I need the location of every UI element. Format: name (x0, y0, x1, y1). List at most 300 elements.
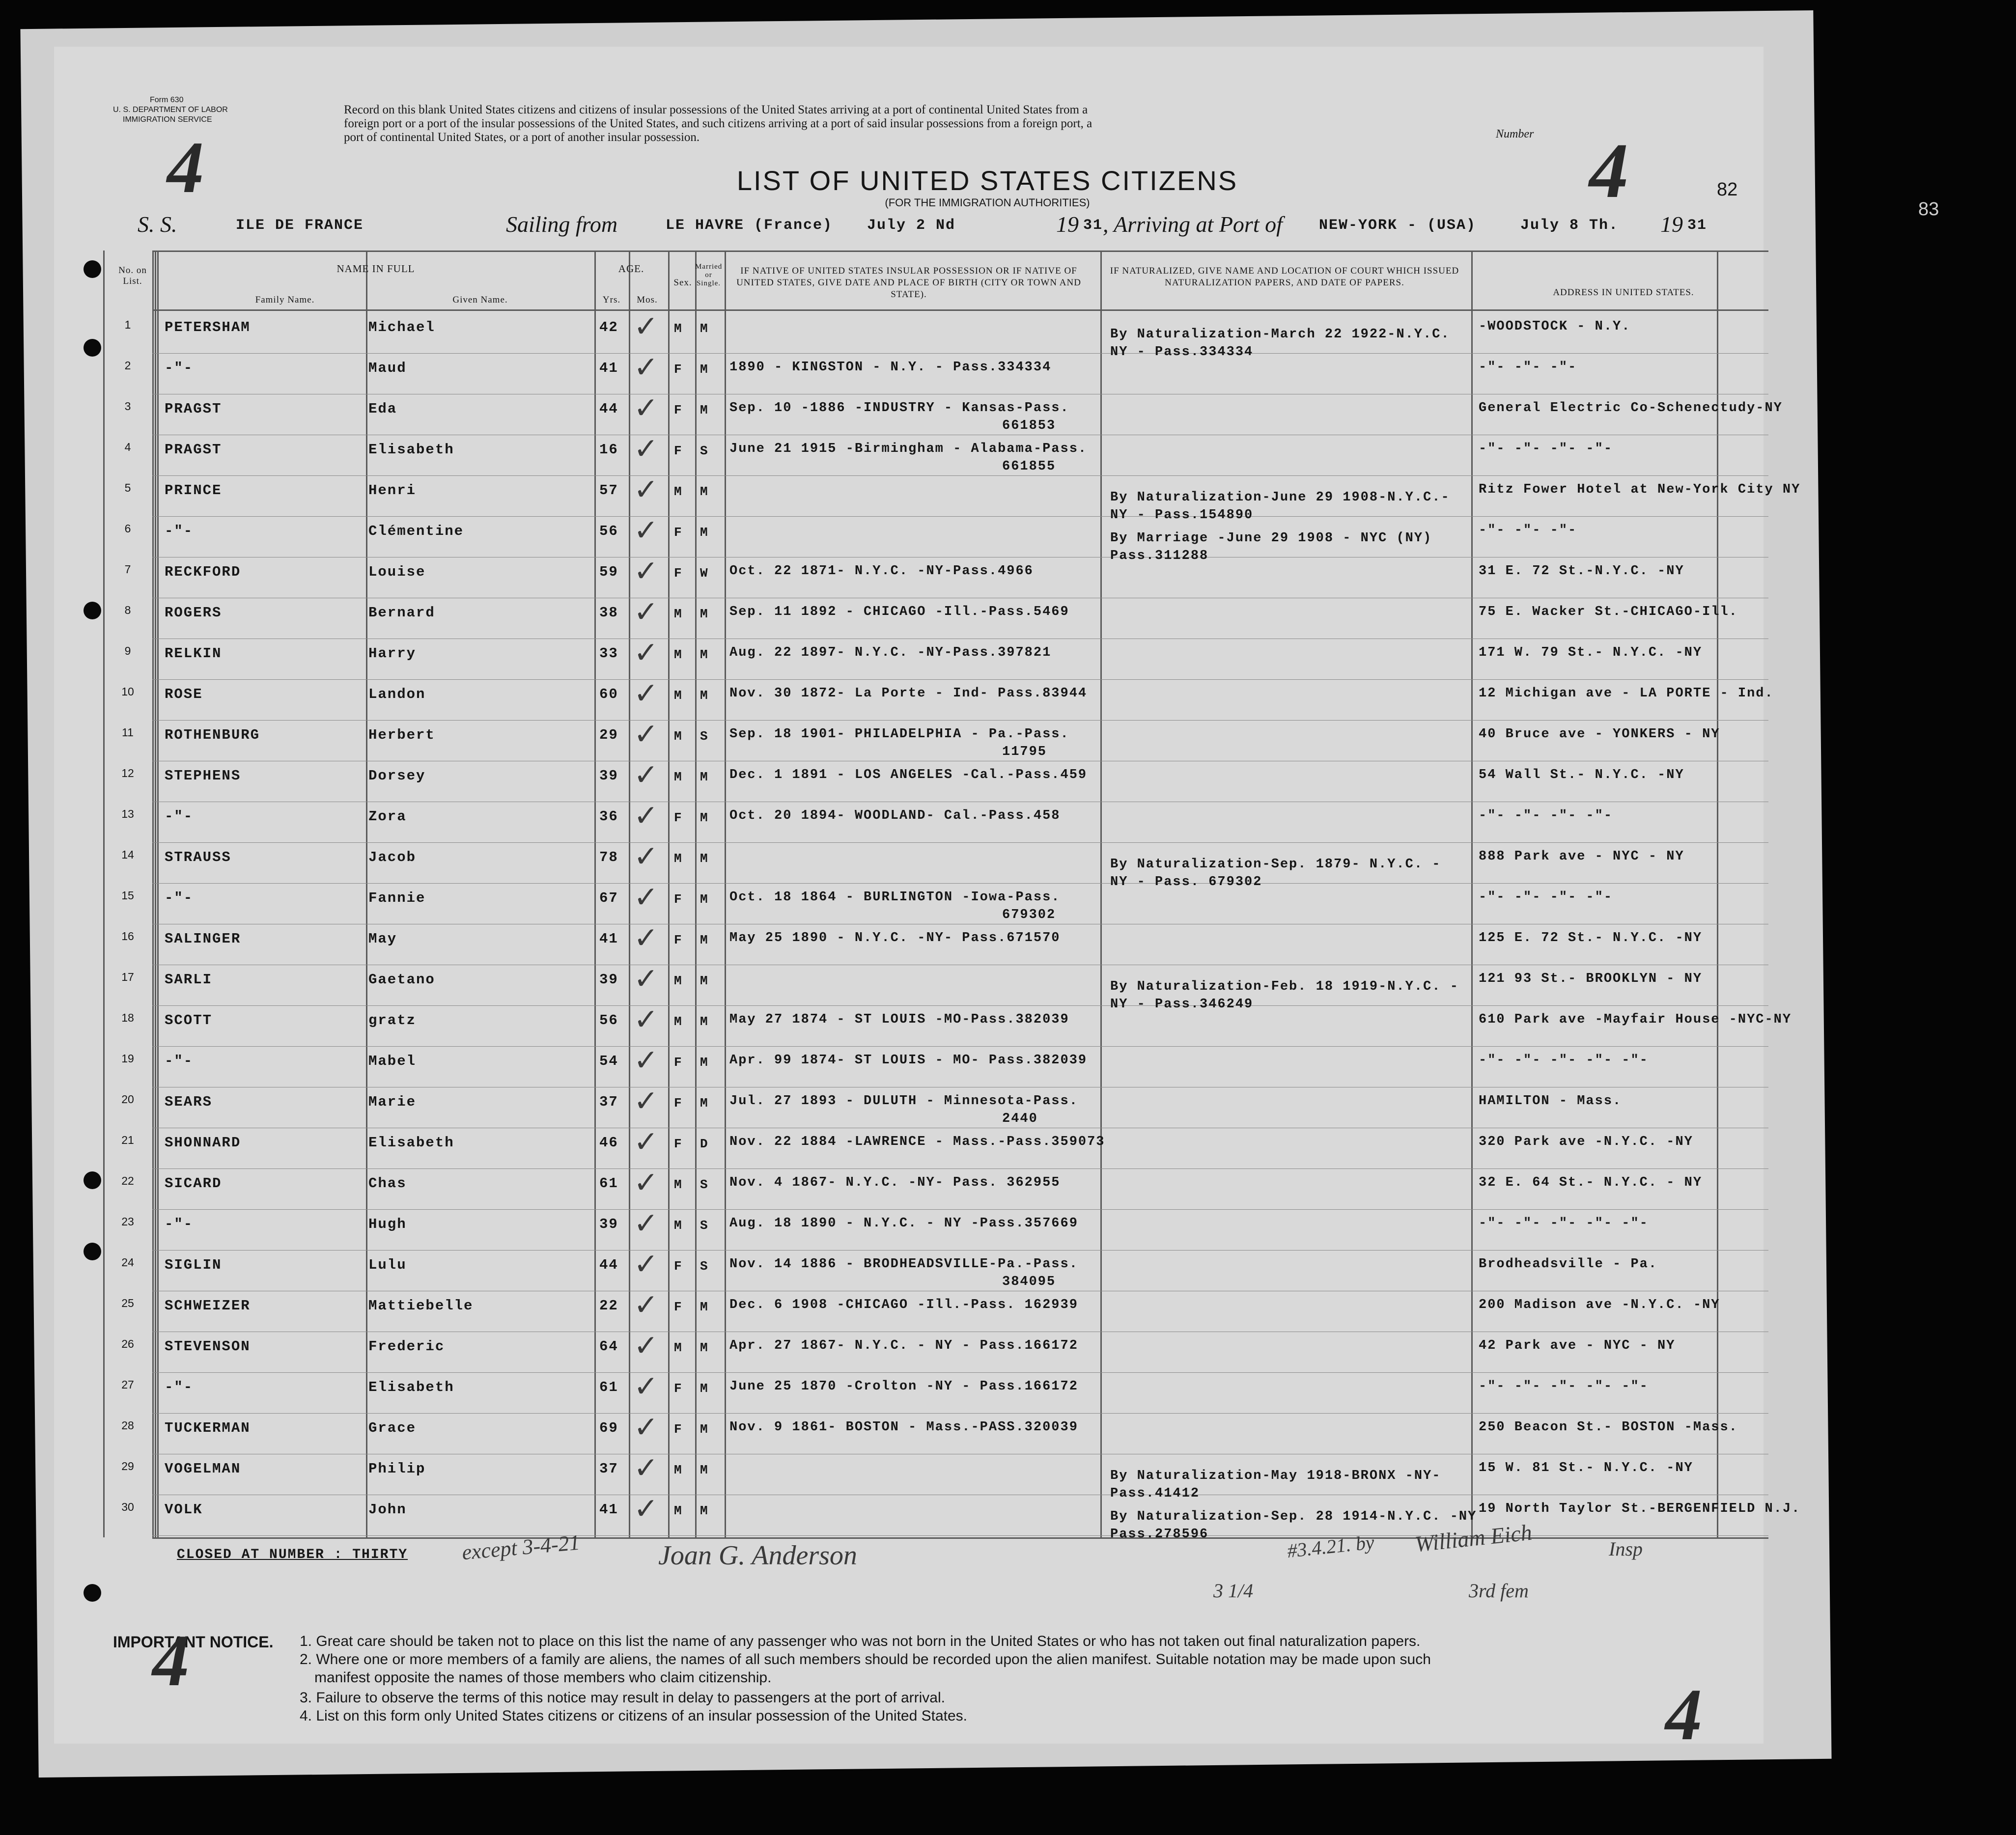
sex: M (674, 607, 683, 621)
family-name: -"- (165, 890, 194, 906)
marital-status: M (700, 1014, 709, 1029)
port-of-departure: LE HAVRE (France) (666, 217, 833, 234)
naturalization-info: By Naturalization-Sep. 28 1914-N.Y.C. -NY (1110, 1509, 1477, 1524)
birth-info: Nov. 30 1872- La Porte - Ind- Pass.83944 (729, 686, 1088, 701)
naturalization-info: By Naturalization-May 1918-BRONX -NY- (1110, 1469, 1441, 1483)
arrival-year: 31 (1687, 217, 1708, 234)
family-name: VOGELMAN (165, 1461, 241, 1477)
form-number: Form 630 (150, 96, 184, 104)
row-number: 21 (121, 1134, 134, 1146)
family-name: ROTHENBURG (165, 727, 260, 743)
list-number-stamp-bottom-right: 4 (1665, 1674, 1702, 1755)
column-rule (103, 250, 105, 1537)
us-address: 610 Park ave -Mayfair House -NYC-NY (1479, 1012, 1792, 1027)
us-address: 42 Park ave - NYC - NY (1479, 1338, 1676, 1353)
given-name: Elisabeth (368, 1135, 454, 1151)
marital-status: M (700, 1463, 709, 1477)
birth-info: Nov. 9 1861- BOSTON - Mass.-PASS.320039 (729, 1420, 1078, 1435)
us-address: 200 Madison ave -N.Y.C. -NY (1479, 1298, 1720, 1312)
age-years: 41 (599, 360, 618, 376)
check-mark-icon: ✓ (634, 840, 659, 873)
column-rule (152, 250, 154, 1537)
header-given-name: Given Name. (452, 295, 508, 305)
marital-status: M (700, 1096, 709, 1111)
handwritten-fraction: 3 1/4 (1213, 1580, 1254, 1602)
naturalization-info-cont: NY - Pass. 679302 (1110, 875, 1262, 890)
voyage-line (138, 211, 1759, 246)
list-number-stamp-bottom-left: 4 (152, 1620, 189, 1701)
given-name: Maud (368, 360, 407, 376)
sex: M (674, 1177, 683, 1192)
given-name: Frederic (368, 1338, 445, 1355)
sex: M (674, 770, 683, 784)
notice-item-2: 2. Where one or more members of a family are aliens, the names of all such members should be recorded upon the alien manifest. Suitable notation may be made upon such (300, 1651, 1431, 1668)
handwritten-inspector: William Eich (1413, 1519, 1533, 1557)
row-rule (152, 1168, 1768, 1169)
arrival-date: July 8 Th. (1520, 217, 1619, 234)
us-address: Brodheadsville - Pa. (1479, 1257, 1658, 1272)
row-number: 13 (121, 807, 134, 820)
notice-item-3: 3. Failure to observe the terms of this notice may result in delay to passengers at the port of arrival. (300, 1690, 945, 1706)
sex: F (674, 403, 683, 417)
birth-info: Dec. 6 1908 -CHICAGO -Ill.-Pass. 162939 (729, 1298, 1078, 1312)
row-number: 16 (121, 930, 134, 943)
marital-status: M (700, 1422, 709, 1437)
check-mark-icon: ✓ (634, 800, 659, 832)
row-number: 19 (121, 1052, 134, 1065)
header-native-birth: IF NATIVE OF UNITED STATES INSULAR POSSESSION OR IF NATIVE OF UNITED STATES, GIVE DATE AND PLACE OF BIRTH (CITY OR TOWN AND STATE). (736, 266, 1081, 300)
check-mark-icon: ✓ (634, 514, 659, 547)
naturalization-info: By Naturalization-Sep. 1879- N.Y.C. - (1110, 857, 1441, 872)
age-years: 33 (599, 645, 618, 662)
marital-status: M (700, 851, 709, 866)
us-address: 19 North Taylor St.-BERGENFIELD N.J. (1479, 1501, 1801, 1516)
family-name: PRINCE (165, 482, 222, 499)
col-rule-given (157, 250, 159, 1537)
check-mark-icon: ✓ (634, 759, 659, 791)
birth-info-cont: 11795 (1002, 745, 1047, 759)
sex: M (674, 851, 683, 866)
family-name: SALINGER (165, 931, 241, 947)
birth-info: Aug. 18 1890 - N.Y.C. - NY -Pass.357669 (729, 1216, 1078, 1231)
handwritten-signature: Joan G. Anderson (658, 1540, 857, 1571)
header-mos: Mos. (637, 295, 658, 305)
marital-status: S (700, 1218, 709, 1233)
birth-info: Oct. 18 1864 - BURLINGTON -Iowa-Pass. (729, 890, 1061, 905)
us-address: 888 Park ave - NYC - NY (1479, 849, 1684, 864)
us-address: 40 Bruce ave - YONKERS - NY (1479, 727, 1720, 742)
row-rule (152, 679, 1768, 680)
family-name: ROGERS (165, 605, 222, 621)
sex: F (674, 892, 683, 907)
check-mark-icon: ✓ (634, 1126, 659, 1158)
handwritten-insp: Insp (1609, 1538, 1643, 1560)
given-name: Elisabeth (368, 442, 454, 458)
given-name: Bernard (368, 605, 435, 621)
birth-info-cont: 2440 (1002, 1112, 1038, 1126)
naturalization-info-cont: Pass.278596 (1110, 1527, 1209, 1542)
sex: M (674, 729, 683, 744)
marital-status: D (700, 1137, 709, 1151)
us-address: -"- -"- -"- -"- -"- (1479, 1053, 1649, 1068)
col-rule-family (155, 250, 156, 1537)
age-years: 38 (599, 605, 618, 621)
sex: F (674, 1259, 683, 1274)
given-name: Grace (368, 1420, 417, 1436)
check-mark-icon: ✓ (634, 1330, 659, 1362)
sex: F (674, 1055, 683, 1070)
age-years: 42 (599, 319, 618, 335)
age-years: 39 (599, 972, 618, 988)
birth-info: Sep. 11 1892 - CHICAGO -Ill.-Pass.5469 (729, 605, 1069, 619)
family-name: SCOTT (165, 1012, 213, 1029)
row-number: 11 (122, 726, 134, 739)
row-number: 7 (124, 563, 131, 576)
marital-status: M (700, 607, 709, 621)
sailing-year-prefix: 19 (1056, 212, 1079, 237)
check-mark-icon: ✓ (634, 677, 659, 710)
birth-info-cont: 661855 (1002, 459, 1056, 474)
check-mark-icon: ✓ (634, 1248, 659, 1280)
row-number: 24 (121, 1256, 134, 1269)
sex: F (674, 1300, 683, 1314)
department: U. S. DEPARTMENT OF LABOR (113, 106, 228, 114)
family-name: VOLK (165, 1501, 203, 1518)
given-name: Eda (368, 401, 397, 417)
row-number: 17 (121, 971, 134, 983)
check-mark-icon: ✓ (634, 1289, 659, 1321)
punch-hole (84, 1243, 101, 1260)
row-number: 25 (121, 1297, 134, 1309)
given-name: Philip (368, 1461, 426, 1477)
list-number-stamp-top-right: 4 (1589, 127, 1628, 214)
sailing-date: July 2 Nd (867, 217, 956, 234)
marital-status: M (700, 1340, 709, 1355)
family-name: SHONNARD (165, 1135, 241, 1151)
family-name: -"- (165, 1379, 194, 1395)
given-name: John (368, 1501, 407, 1518)
check-mark-icon: ✓ (634, 1411, 659, 1444)
notice-heading: IMPORTANT NOTICE. (113, 1633, 274, 1651)
check-mark-icon: ✓ (634, 392, 659, 424)
us-address: 250 Beacon St.- BOSTON -Mass. (1479, 1420, 1738, 1435)
us-address: 75 E. Wacker St.-CHICAGO-Ill. (1479, 605, 1738, 619)
given-name: Clémentine (368, 523, 464, 539)
sex: F (674, 444, 683, 458)
row-rule (152, 516, 1768, 517)
us-address: Ritz Fower Hotel at New-York City NY (1479, 482, 1801, 497)
us-address: 125 E. 72 St.- N.Y.C. -NY (1479, 931, 1703, 945)
number-label: Number (1496, 128, 1534, 140)
row-number: 2 (124, 359, 131, 372)
marital-status: M (700, 1381, 709, 1396)
check-mark-icon: ✓ (634, 1493, 659, 1525)
birth-info: Sep. 18 1901- PHILADELPHIA - Pa.-Pass. (729, 727, 1069, 742)
row-number: 22 (121, 1174, 134, 1187)
column-rule (695, 250, 697, 1537)
ship-name: ILE DE FRANCE (236, 217, 364, 234)
given-name: Michael (368, 319, 435, 335)
us-address: -WOODSTOCK - N.Y. (1479, 319, 1631, 334)
age-years: 61 (599, 1379, 618, 1395)
check-mark-icon: ✓ (634, 1370, 659, 1403)
us-address: General Electric Co-Schenectudy-NY (1479, 401, 1783, 416)
naturalization-info-cont: Pass.41412 (1110, 1486, 1200, 1501)
row-number: 1 (124, 318, 131, 331)
sex: F (674, 525, 683, 540)
sex: M (674, 1014, 683, 1029)
birth-info-cont: 384095 (1002, 1275, 1056, 1289)
notice-item-1: 1. Great care should be taken not to place on this list the name of any passenger who was not born in the United States or who has not taken out final naturalization papers. (300, 1633, 1421, 1649)
list-number-stamp-top-left: 4 (167, 127, 204, 208)
marital-status: M (700, 647, 709, 662)
sex: F (674, 1137, 683, 1151)
family-name: STEVENSON (165, 1338, 251, 1355)
handwritten-note: #3.4.21. by (1286, 1530, 1375, 1562)
us-address: -"- -"- -"- -"- (1479, 890, 1613, 905)
check-mark-icon: ✓ (634, 963, 659, 995)
family-name: STEPHENS (165, 768, 241, 784)
outer-page-number: 83 (1918, 199, 1939, 220)
birth-info: June 21 1915 -Birmingham - Alabama-Pass. (729, 442, 1088, 456)
given-name: Herbert (368, 727, 435, 743)
family-name: PETERSHAM (165, 319, 251, 335)
column-rule (725, 250, 726, 1537)
punch-hole (84, 1171, 101, 1189)
us-address: HAMILTON - Mass. (1479, 1094, 1622, 1109)
sex: M (674, 647, 683, 662)
row-number: 20 (121, 1093, 134, 1106)
instructions (344, 103, 1092, 144)
check-mark-icon: ✓ (634, 555, 659, 587)
family-name: STRAUSS (165, 849, 231, 865)
family-name: RELKIN (165, 645, 222, 662)
check-mark-icon: ✓ (634, 310, 659, 343)
given-name: Hugh (368, 1216, 407, 1232)
header-yrs: Yrs. (602, 295, 621, 305)
birth-info: Jul. 27 1893 - DULUTH - Minnesota-Pass. (729, 1094, 1078, 1109)
row-number: 9 (124, 644, 131, 657)
given-name: May (368, 931, 397, 947)
check-mark-icon: ✓ (634, 596, 659, 628)
naturalization-info: By Naturalization-Feb. 18 1919-N.Y.C. - (1110, 979, 1459, 994)
naturalization-info-cont: NY - Pass.346249 (1110, 997, 1254, 1012)
row-number: 14 (121, 848, 134, 861)
us-address: -"- -"- -"- -"- (1479, 808, 1613, 823)
age-years: 54 (599, 1053, 618, 1069)
given-name: Louise (368, 564, 426, 580)
given-name: Mattiebelle (368, 1298, 474, 1314)
check-mark-icon: ✓ (634, 433, 659, 465)
marital-status: M (700, 688, 709, 703)
notice-item-2-cont: manifest opposite the names of those members who claim citizenship. (314, 1669, 772, 1686)
age-years: 67 (599, 890, 618, 906)
age-years: 41 (599, 1501, 618, 1518)
header-age: AGE. (618, 263, 644, 275)
page-title: LIST OF UNITED STATES CITIZENS (736, 165, 1238, 196)
birth-info: Apr. 99 1874- ST LOUIS - MO- Pass.382039 (729, 1053, 1088, 1068)
birth-info: Nov. 4 1867- N.Y.C. -NY- Pass. 362955 (729, 1175, 1061, 1190)
family-name: PRAGST (165, 442, 222, 458)
check-mark-icon: ✓ (634, 351, 659, 384)
family-name: SCHWEIZER (165, 1298, 251, 1314)
service: IMMIGRATION SERVICE (123, 115, 212, 124)
punch-hole (84, 1584, 101, 1602)
us-address: 12 Michigan ave - LA PORTE - Ind. (1479, 686, 1774, 701)
us-address: 32 E. 64 St.- N.Y.C. - NY (1479, 1175, 1703, 1190)
family-name: -"- (165, 1216, 194, 1232)
marital-status: M (700, 1300, 709, 1314)
birth-info: 1890 - KINGSTON - N.Y. - Pass.334334 (729, 360, 1052, 375)
birth-info: Nov. 22 1884 -LAWRENCE - Mass.-Pass.359073 (729, 1135, 1105, 1149)
us-address: 31 E. 72 St.-N.Y.C. -NY (1479, 564, 1684, 579)
given-name: Henri (368, 482, 417, 499)
naturalization-info-cont: Pass.311288 (1110, 549, 1209, 563)
row-number: 26 (121, 1337, 134, 1350)
age-years: 44 (599, 1257, 618, 1273)
manifest-page (54, 47, 1939, 1755)
given-name: Gaetano (368, 972, 435, 988)
check-mark-icon: ✓ (634, 881, 659, 914)
age-years: 56 (599, 523, 618, 539)
arrival-year-prefix: 19 (1660, 212, 1683, 237)
sex: M (674, 484, 683, 499)
age-years: 16 (599, 442, 618, 458)
us-address: 121 93 St.- BROOKLYN - NY (1479, 972, 1703, 986)
row-number: 15 (121, 889, 134, 902)
header-name-in-full: NAME IN FULL (336, 263, 415, 275)
birth-info: Nov. 14 1886 - BRODHEADSVILLE-Pa.-Pass. (729, 1257, 1078, 1272)
given-name: gratz (368, 1012, 417, 1029)
check-mark-icon: ✓ (634, 1452, 659, 1484)
header-no: No. on List. (118, 265, 147, 286)
row-number: 4 (124, 441, 131, 453)
given-name: Zora (368, 808, 407, 825)
family-name: SARLI (165, 972, 213, 988)
check-mark-icon: ✓ (634, 1167, 659, 1199)
row-number: 10 (121, 685, 134, 698)
marital-status: M (700, 1503, 709, 1518)
age-years: 36 (599, 808, 618, 825)
sex: M (674, 1463, 683, 1477)
age-years: 69 (599, 1420, 618, 1436)
closed-at-number: CLOSED AT NUMBER : THIRTY (177, 1547, 408, 1562)
instruction-line-2: foreign port or a port of the insular possessions of the United States, and such citizens arriving at a port of said insular possessions from a foreign port, a (344, 117, 1092, 130)
page-subtitle: (FOR THE IMMIGRATION AUTHORITIES) (885, 196, 1090, 209)
given-name: Dorsey (368, 768, 426, 784)
birth-info: Apr. 27 1867- N.Y.C. - NY - Pass.166172 (729, 1338, 1078, 1353)
us-address: -"- -"- -"- (1479, 523, 1577, 538)
age-years: 29 (599, 727, 618, 743)
us-address: -"- -"- -"- -"- -"- (1479, 1379, 1649, 1394)
age-years: 60 (599, 686, 618, 702)
sex: F (674, 362, 683, 377)
us-address: -"- -"- -"- -"- -"- (1479, 1216, 1649, 1231)
instruction-line-3: port of continental United States, or a port of another insular possession. (344, 131, 700, 144)
birth-info: Aug. 22 1897- N.Y.C. -NY-Pass.397821 (729, 645, 1052, 660)
row-number: 30 (121, 1501, 134, 1513)
sex: F (674, 933, 683, 947)
punch-hole (84, 339, 101, 357)
given-name: Mabel (368, 1053, 417, 1069)
row-rule (152, 883, 1768, 884)
check-mark-icon: ✓ (634, 1085, 659, 1117)
marital-status: M (700, 321, 709, 336)
sex: F (674, 1422, 683, 1437)
marital-status: S (700, 1259, 709, 1274)
row-rule (152, 842, 1768, 843)
header-address: ADDRESS IN UNITED STATES. (1553, 287, 1694, 298)
given-name: Harry (368, 645, 417, 662)
header-sex: Sex. (673, 278, 692, 288)
family-name: SEARS (165, 1094, 213, 1110)
column-rule (668, 250, 670, 1537)
us-address: -"- -"- -"- -"- (1479, 442, 1613, 456)
birth-info: June 25 1870 -Crolton -NY - Pass.166172 (729, 1379, 1078, 1394)
sex: M (674, 1340, 683, 1355)
sex: M (674, 688, 683, 703)
birth-info: May 27 1874 - ST LOUIS -MO-Pass.382039 (729, 1012, 1069, 1027)
family-name: SICARD (165, 1175, 222, 1192)
age-years: 22 (599, 1298, 618, 1314)
sailing-year: 31 (1083, 217, 1103, 234)
row-number: 5 (124, 481, 131, 494)
handwritten-class: 3rd fem (1469, 1580, 1529, 1602)
marital-status: M (700, 484, 709, 499)
row-number: 18 (121, 1011, 134, 1024)
row-rule (152, 353, 1768, 354)
marital-status: M (700, 892, 709, 907)
marital-status: M (700, 1055, 709, 1070)
family-name: SIGLIN (165, 1257, 222, 1273)
given-name: Fannie (368, 890, 426, 906)
age-years: 39 (599, 1216, 618, 1232)
age-years: 64 (599, 1338, 618, 1355)
page-number: 82 (1717, 179, 1738, 200)
us-address: -"- -"- -"- (1479, 360, 1577, 375)
marital-status: S (700, 444, 709, 458)
header-bottom-rule (152, 309, 1768, 311)
age-years: 39 (599, 768, 618, 784)
family-name: ROSE (165, 686, 203, 702)
naturalization-info-cont: NY - Pass.154890 (1110, 508, 1254, 523)
ss-label: S. S. (138, 212, 177, 237)
given-name: Marie (368, 1094, 417, 1110)
column-rule (629, 250, 630, 1537)
age-years: 44 (599, 401, 618, 417)
birth-info: Sep. 10 -1886 -INDUSTRY - Kansas-Pass. (729, 401, 1069, 416)
given-name: Lulu (368, 1257, 407, 1273)
punch-hole (84, 260, 101, 278)
family-name: TUCKERMAN (165, 1420, 251, 1436)
row-rule (152, 1209, 1768, 1210)
birth-info: May 25 1890 - N.Y.C. -NY- Pass.671570 (729, 931, 1061, 945)
age-years: 56 (599, 1012, 618, 1029)
sex: M (674, 973, 683, 988)
check-mark-icon: ✓ (634, 473, 659, 506)
family-name: RECKFORD (165, 564, 241, 580)
age-years: 61 (599, 1175, 618, 1192)
row-rule (152, 1413, 1768, 1414)
family-name: PRAGST (165, 401, 222, 417)
column-rule (1717, 250, 1718, 1537)
birth-info: Oct. 22 1871- N.Y.C. -NY-Pass.4966 (729, 564, 1034, 579)
marital-status: M (700, 810, 709, 825)
naturalization-info-cont: NY - Pass.334334 (1110, 345, 1254, 360)
sex: F (674, 1381, 683, 1396)
column-rule (1100, 250, 1102, 1537)
family-name: -"- (165, 808, 194, 825)
